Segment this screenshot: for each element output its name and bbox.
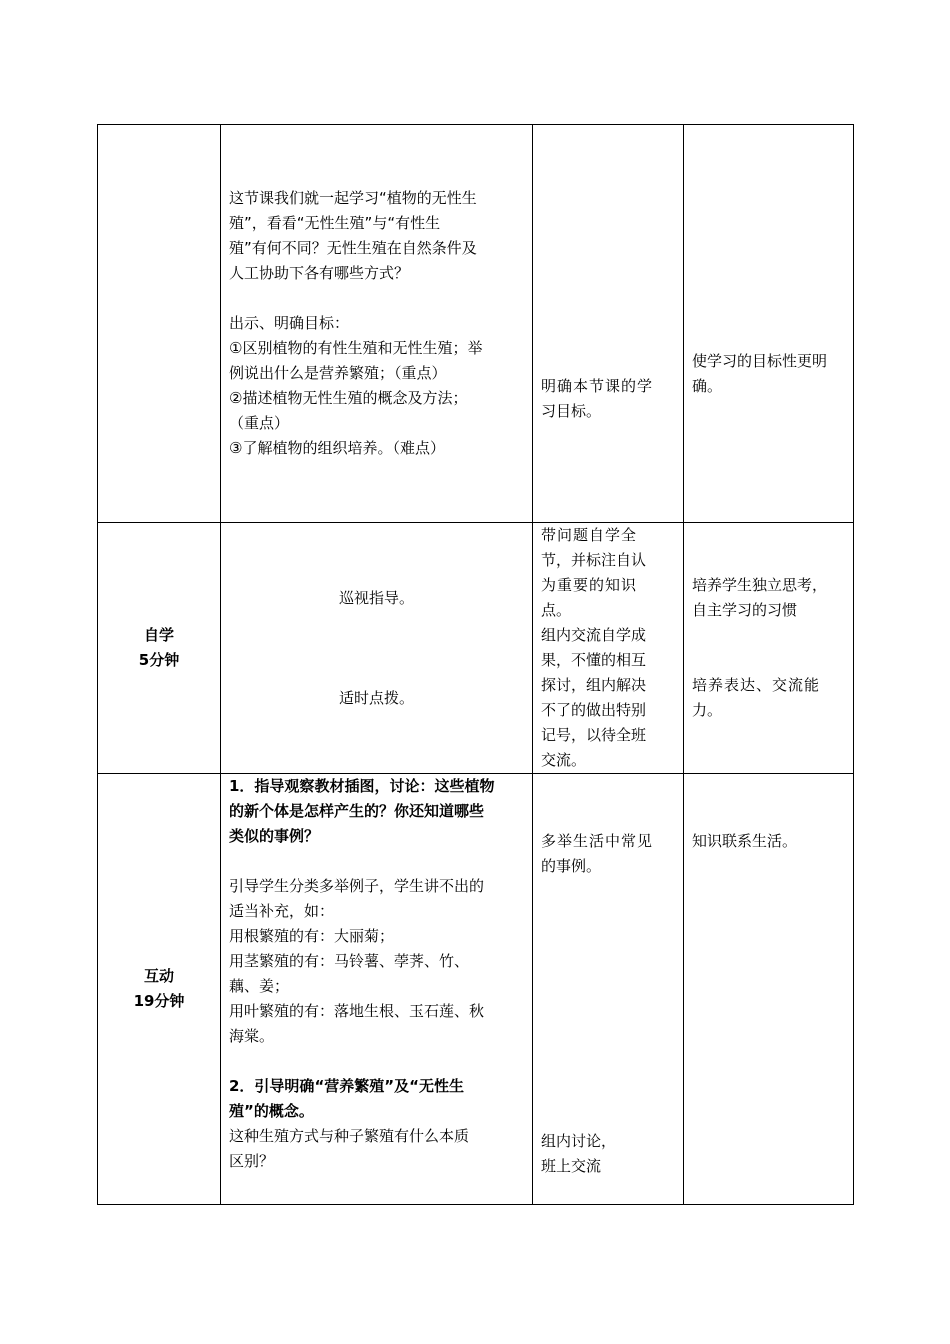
teacher-activity-cell bbox=[221, 125, 533, 523]
intent-line: 知识联系生活。 bbox=[692, 832, 798, 850]
teacher-line: 适时点拨。 bbox=[338, 688, 414, 707]
student-line: 记号，以待全班 bbox=[541, 726, 647, 744]
student-line: 组内交流自学成 bbox=[541, 626, 647, 644]
goal-line: （重点） bbox=[229, 414, 290, 432]
teacher-activity-cell bbox=[221, 523, 533, 774]
student-line: 果，不懂的相互 bbox=[541, 651, 647, 669]
intent-line: 使学习的目标性更明 bbox=[692, 351, 828, 370]
student-activity-cell bbox=[533, 774, 684, 1205]
question-line: 殖”的概念。 bbox=[229, 1102, 314, 1120]
student-line: 带问题自学全 bbox=[541, 526, 638, 544]
lesson-plan-table bbox=[97, 124, 854, 1205]
stage-cell-empty bbox=[98, 125, 221, 523]
student-activity-cell bbox=[533, 125, 684, 523]
teacher-line: 巡视指导。 bbox=[338, 588, 414, 607]
stage-duration: 5分钟 bbox=[138, 651, 180, 669]
intent-line: 确。 bbox=[692, 376, 723, 395]
goal-line: ③了解植物的组织培养。（难点） bbox=[229, 439, 445, 457]
intent-line: 力。 bbox=[692, 701, 723, 719]
student-line: 多举生活中常见 bbox=[541, 832, 654, 850]
intro-line: 殖”，看看“无性生殖”与“有性生 bbox=[229, 214, 441, 232]
student-line: 探讨，组内解决 bbox=[541, 676, 647, 694]
question-line: 1．指导观察教材插图，讨论：这些植物 bbox=[229, 777, 495, 795]
design-intent-cell bbox=[684, 523, 854, 774]
student-line: 交流。 bbox=[541, 751, 587, 769]
stage-name: 自学 bbox=[143, 626, 174, 644]
student-line: 班上交流 bbox=[541, 1157, 602, 1175]
intro-line: 殖”有何不同？无性生殖在自然条件及 bbox=[229, 239, 477, 257]
guide-line: 藕、姜； bbox=[229, 977, 290, 995]
teacher-activity-cell bbox=[221, 774, 533, 1205]
stage-cell bbox=[98, 523, 221, 774]
goal-line: ②描述植物无性生殖的概念及方法； bbox=[229, 389, 468, 407]
table-row-intro bbox=[98, 125, 854, 523]
table-row-self-study bbox=[98, 523, 854, 774]
guide-line: 用茎繁殖的有：马铃薯、荸荠、竹、 bbox=[229, 952, 470, 970]
question-text: 这种生殖方式与种子繁殖有什么本质 bbox=[229, 1127, 470, 1145]
student-line: 习目标。 bbox=[541, 401, 602, 420]
design-intent-cell bbox=[684, 774, 854, 1205]
question-line: 类似的事例？ bbox=[229, 827, 320, 845]
student-line: 不了的做出特别 bbox=[541, 701, 647, 719]
design-intent-cell bbox=[684, 125, 854, 523]
student-line: 节，并标注自认 bbox=[541, 551, 647, 569]
intro-line: 这节课我们就一起学习“植物的无性生 bbox=[229, 189, 477, 207]
guide-line: 用叶繁殖的有：落地生根、玉石莲、秋 bbox=[229, 1002, 485, 1020]
table-row-interaction bbox=[98, 774, 854, 1205]
intent-line: 培养表达、交流能 bbox=[692, 676, 821, 694]
student-activity-cell bbox=[533, 523, 684, 774]
intro-line: 人工协助下各有哪些方式？ bbox=[229, 264, 410, 282]
guide-line: 适当补充，如： bbox=[229, 902, 335, 920]
stage-duration: 19分钟 bbox=[133, 992, 185, 1010]
question-line: 2．引导明确“营养繁殖”及“无性生 bbox=[229, 1077, 465, 1095]
guide-line: 海棠。 bbox=[229, 1027, 275, 1045]
student-line: 组内讨论， bbox=[541, 1132, 617, 1150]
student-line: 为重要的知识 bbox=[541, 576, 638, 594]
goal-line: ①区别植物的有性生殖和无性生殖；举 bbox=[229, 339, 483, 357]
intent-line: 自主学习的习惯 bbox=[692, 601, 798, 619]
student-line: 的事例。 bbox=[541, 857, 602, 875]
question-text: 区别？ bbox=[229, 1152, 275, 1170]
goals-title: 出示、明确目标： bbox=[229, 314, 350, 332]
stage-cell bbox=[98, 774, 221, 1205]
guide-line: 用根繁殖的有：大丽菊； bbox=[229, 927, 395, 945]
guide-line: 引导学生分类多举例子，学生讲不出的 bbox=[229, 877, 485, 895]
question-line: 的新个体是怎样产生的？你还知道哪些 bbox=[229, 802, 485, 820]
stage-name: 互动 bbox=[143, 967, 174, 985]
intent-line: 培养学生独立思考， bbox=[692, 576, 828, 594]
student-line: 明确本节课的学 bbox=[541, 376, 654, 395]
goal-line: 例说出什么是营养繁殖；（重点） bbox=[229, 364, 447, 382]
student-line: 点。 bbox=[541, 601, 572, 619]
